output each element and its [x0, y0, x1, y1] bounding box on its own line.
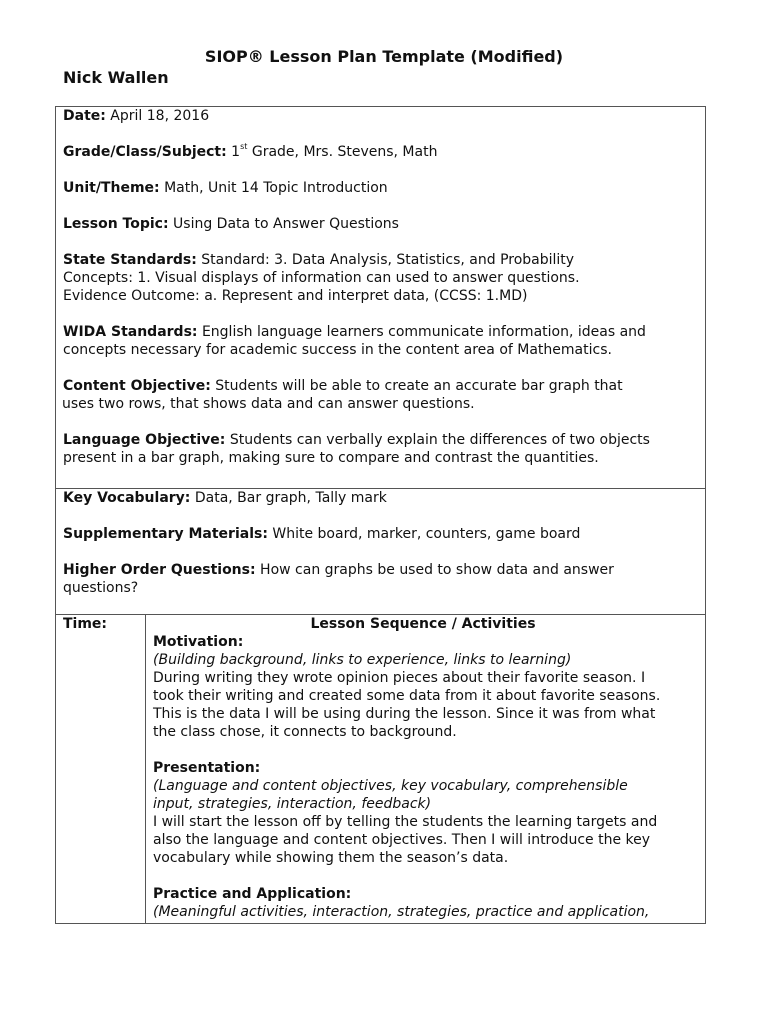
- presentation-note: input, strategies, interaction, feedback): [153, 796, 432, 812]
- grade-sup: st: [240, 142, 248, 151]
- topic-value: Using Data to Answer Questions: [168, 216, 399, 232]
- grade-pre: 1: [226, 144, 241, 160]
- vocab-row: [63, 489, 705, 507]
- hoq-line1: [63, 561, 705, 579]
- topic-label: Lesson Topic:: [63, 216, 169, 232]
- motivation-line: the class chose, it connects to background.: [153, 724, 457, 740]
- grade-label: Grade/Class/Subject:: [63, 144, 227, 160]
- practice-note: (Meaningful activities, interaction, strategies, practice and application,: [153, 904, 650, 920]
- materials-value: White board, marker, counters, game board: [267, 526, 581, 542]
- grade-post: Grade, Mrs. Stevens, Math: [247, 144, 438, 160]
- unit-row: [63, 179, 705, 197]
- document-title: SIOP® Lesson Plan Template (Modified): [204, 47, 564, 66]
- date-row: [63, 107, 705, 125]
- time-label: Time:: [63, 616, 108, 632]
- presentation-line: also the language and content objectives. Then I will introduce the key: [153, 832, 651, 848]
- vocab-value: Data, Bar graph, Tally mark: [190, 490, 387, 506]
- presentation-line: I will start the lesson off by telling the students the learning targets and: [153, 814, 658, 830]
- unit-label: Unit/Theme:: [63, 180, 160, 196]
- state-standards-label: State Standards:: [63, 252, 197, 268]
- grade-row: [63, 143, 705, 161]
- date-value: April 18, 2016: [105, 108, 210, 124]
- wida-line1: [63, 323, 705, 341]
- presentation-line: vocabulary while showing them the season’s data.: [153, 850, 509, 866]
- state-standards-line3: Evidence Outcome: a. Represent and interpret data, (CCSS: 1.MD): [63, 288, 528, 304]
- presentation-heading: Presentation:: [153, 760, 261, 776]
- materials-row: [63, 525, 705, 543]
- materials-label: Supplementary Materials:: [63, 526, 268, 542]
- wida-text1: English language learners communicate information, ideas and: [197, 324, 646, 340]
- state-standards-line2: Concepts: 1. Visual displays of information can used to answer questions.: [63, 270, 580, 286]
- unit-value: Math, Unit 14 Topic Introduction: [159, 180, 388, 196]
- language-objective-line1: [63, 431, 705, 449]
- wida-line2: concepts necessary for academic success in the content area of Mathematics.: [63, 342, 612, 358]
- wida-label: WIDA Standards:: [63, 324, 198, 340]
- author-name: Nick Wallen: [63, 68, 169, 87]
- content-objective-line1: [63, 377, 705, 395]
- practice-heading: Practice and Application:: [153, 886, 352, 902]
- language-objective-text1: Students can verbally explain the differences of two objects: [225, 432, 650, 448]
- lesson-sequence-box: [55, 614, 706, 924]
- motivation-line: During writing they wrote opinion pieces about their favorite season. I: [153, 670, 646, 686]
- motivation-heading: Motivation:: [153, 634, 244, 650]
- hoq-line2: questions?: [63, 580, 139, 596]
- language-objective-label: Language Objective:: [63, 432, 226, 448]
- state-standards-text1: Standard: 3. Data Analysis, Statistics, and Probability: [196, 252, 575, 268]
- motivation-line: This is the data I will be using during the lesson. Since it was from what: [153, 706, 656, 722]
- state-standards-line1: [63, 251, 705, 269]
- hoq-label: Higher Order Questions:: [63, 562, 256, 578]
- language-objective-line2: present in a bar graph, making sure to compare and contrast the quantities.: [63, 450, 599, 466]
- presentation-note: (Language and content objectives, key vocabulary, comprehensible: [153, 778, 628, 794]
- hoq-text1: How can graphs be used to show data and answer: [255, 562, 614, 578]
- motivation-line: took their writing and created some data from it about favorite seasons.: [153, 688, 661, 704]
- date-label: Date:: [63, 108, 106, 124]
- topic-row: [63, 215, 705, 233]
- content-objective-label: Content Objective:: [63, 378, 211, 394]
- sequence-column: [153, 615, 703, 921]
- content-objective-line2: uses two rows, that shows data and can answer questions.: [62, 396, 475, 412]
- time-column: [56, 615, 146, 923]
- lesson-info-box: [55, 106, 706, 489]
- vocabulary-box: [55, 488, 706, 615]
- content-objective-text1: Students will be able to create an accurate bar graph that: [210, 378, 623, 394]
- motivation-note: (Building background, links to experience, links to learning): [153, 652, 572, 668]
- sequence-header: Lesson Sequence / Activities: [310, 616, 536, 632]
- vocab-label: Key Vocabulary:: [63, 490, 191, 506]
